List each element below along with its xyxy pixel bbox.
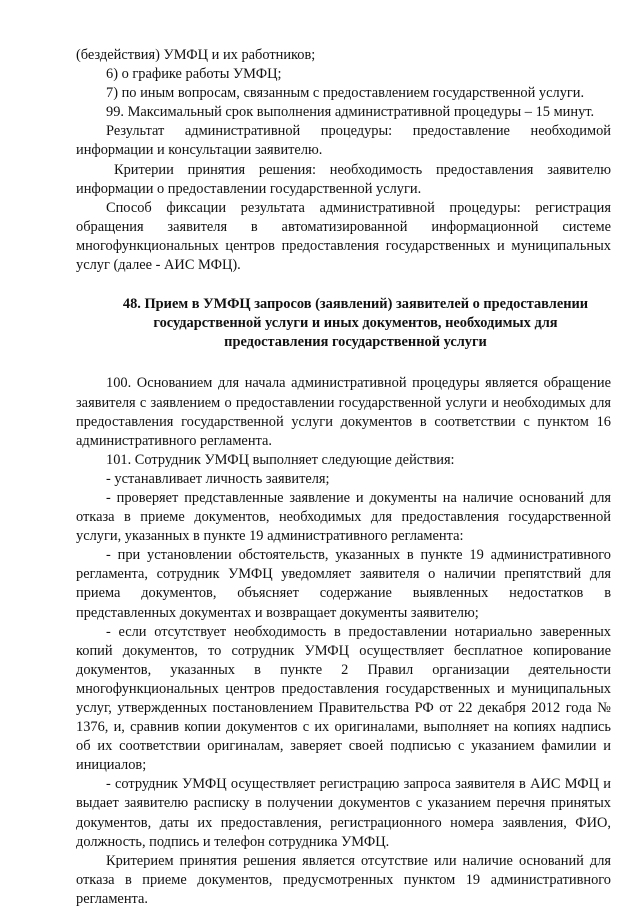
section-heading-line: 48. Прием в УМФЦ запросов (заявлений) заявителей о предоставлении bbox=[122, 296, 589, 313]
paragraph: - устанавливает личность заявителя; bbox=[106, 470, 330, 487]
paragraph: - проверяет представленные заявление и документы на наличие оснований для отказа в приеме документов, необходимых для предоставления государственной услуги, указанных в пункте 19 административного регламента: bbox=[76, 489, 611, 545]
paragraph: - при установлении обстоятельств, указанных в пункте 19 административного регламента, сотрудник УМФЦ уведомляет заявителя о наличии препятствий для приема документов, объясняет содержание выявленных недостатков в представленных документах и возвращает документы заявителю; bbox=[76, 547, 611, 621]
paragraph: Результат административной процедуры: предоставление необходимой информации и консультации заявителю. bbox=[76, 123, 611, 159]
paragraph: 101. Сотрудник УМФЦ выполняет следующие действия: bbox=[106, 451, 455, 468]
section-heading bbox=[76, 295, 611, 352]
paragraph: 100. Основанием для начала административной процедуры является обращение заявителя с заявлением о предоставлении государственной услуги и необходимых для предоставления государственной услуги документов в соответствии с пунктом 16 административного регламента. bbox=[76, 375, 611, 449]
paragraph: Способ фиксации результата административной процедуры: регистрация обращения заявителя в автоматизированной информационной системе многофункциональных центров предоставления государственных и муниципальных услуг (далее - АИС МФЦ). bbox=[76, 199, 611, 274]
paragraph: Критерием принятия решения является отсутствие или наличие оснований для отказа в приеме документов, предусмотренных пунктом 19 административного регламента. bbox=[76, 852, 611, 907]
paragraph: Критерии принятия решения: необходимость предоставления заявителю информации о предоставлении государственной услуги. bbox=[76, 161, 611, 197]
paragraph: 99. Максимальный срок выполнения административной процедуры – 15 минут. bbox=[106, 104, 595, 121]
section-heading-line: государственной услуги и иных документов, необходимых для bbox=[153, 315, 558, 332]
document-body bbox=[76, 46, 611, 909]
paragraph: - сотрудник УМФЦ осуществляет регистрацию запроса заявителя в АИС МФЦ и выдает заявителю расписку в получении документов с указанием перечня принятых документов, даты их предоставления, регистрационного номера заявления, ФИО, должность, подпись и телефон сотрудника УМФЦ. bbox=[76, 776, 611, 850]
paragraph: 6) о графике работы УМФЦ; bbox=[106, 66, 282, 83]
section-heading-line: предоставления государственной услуги bbox=[224, 334, 487, 351]
paragraph: - если отсутствует необходимость в предоставлении нотариально заверенных копий документов, то сотрудник УМФЦ осуществляет бесплатное копирование документов, указанных в пункте 2 Правил организации деятельности многофункциональных центров предоставления государственных и муниципальных услуг, утвержденных постановлением Правительства РФ от 22 декабря 2012 года № 1376, и, сравнив копии документов с их оригиналами, выполняет на копиях надпись об их соответствии оригиналам, заверяет своей подписью с указанием фамилии и инициалов; bbox=[76, 623, 611, 774]
paragraph: (бездействия) УМФЦ и их работников; bbox=[76, 47, 316, 63]
paragraph: 7) по иным вопросам, связанным с предоставлением государственной услуги. bbox=[106, 85, 585, 102]
